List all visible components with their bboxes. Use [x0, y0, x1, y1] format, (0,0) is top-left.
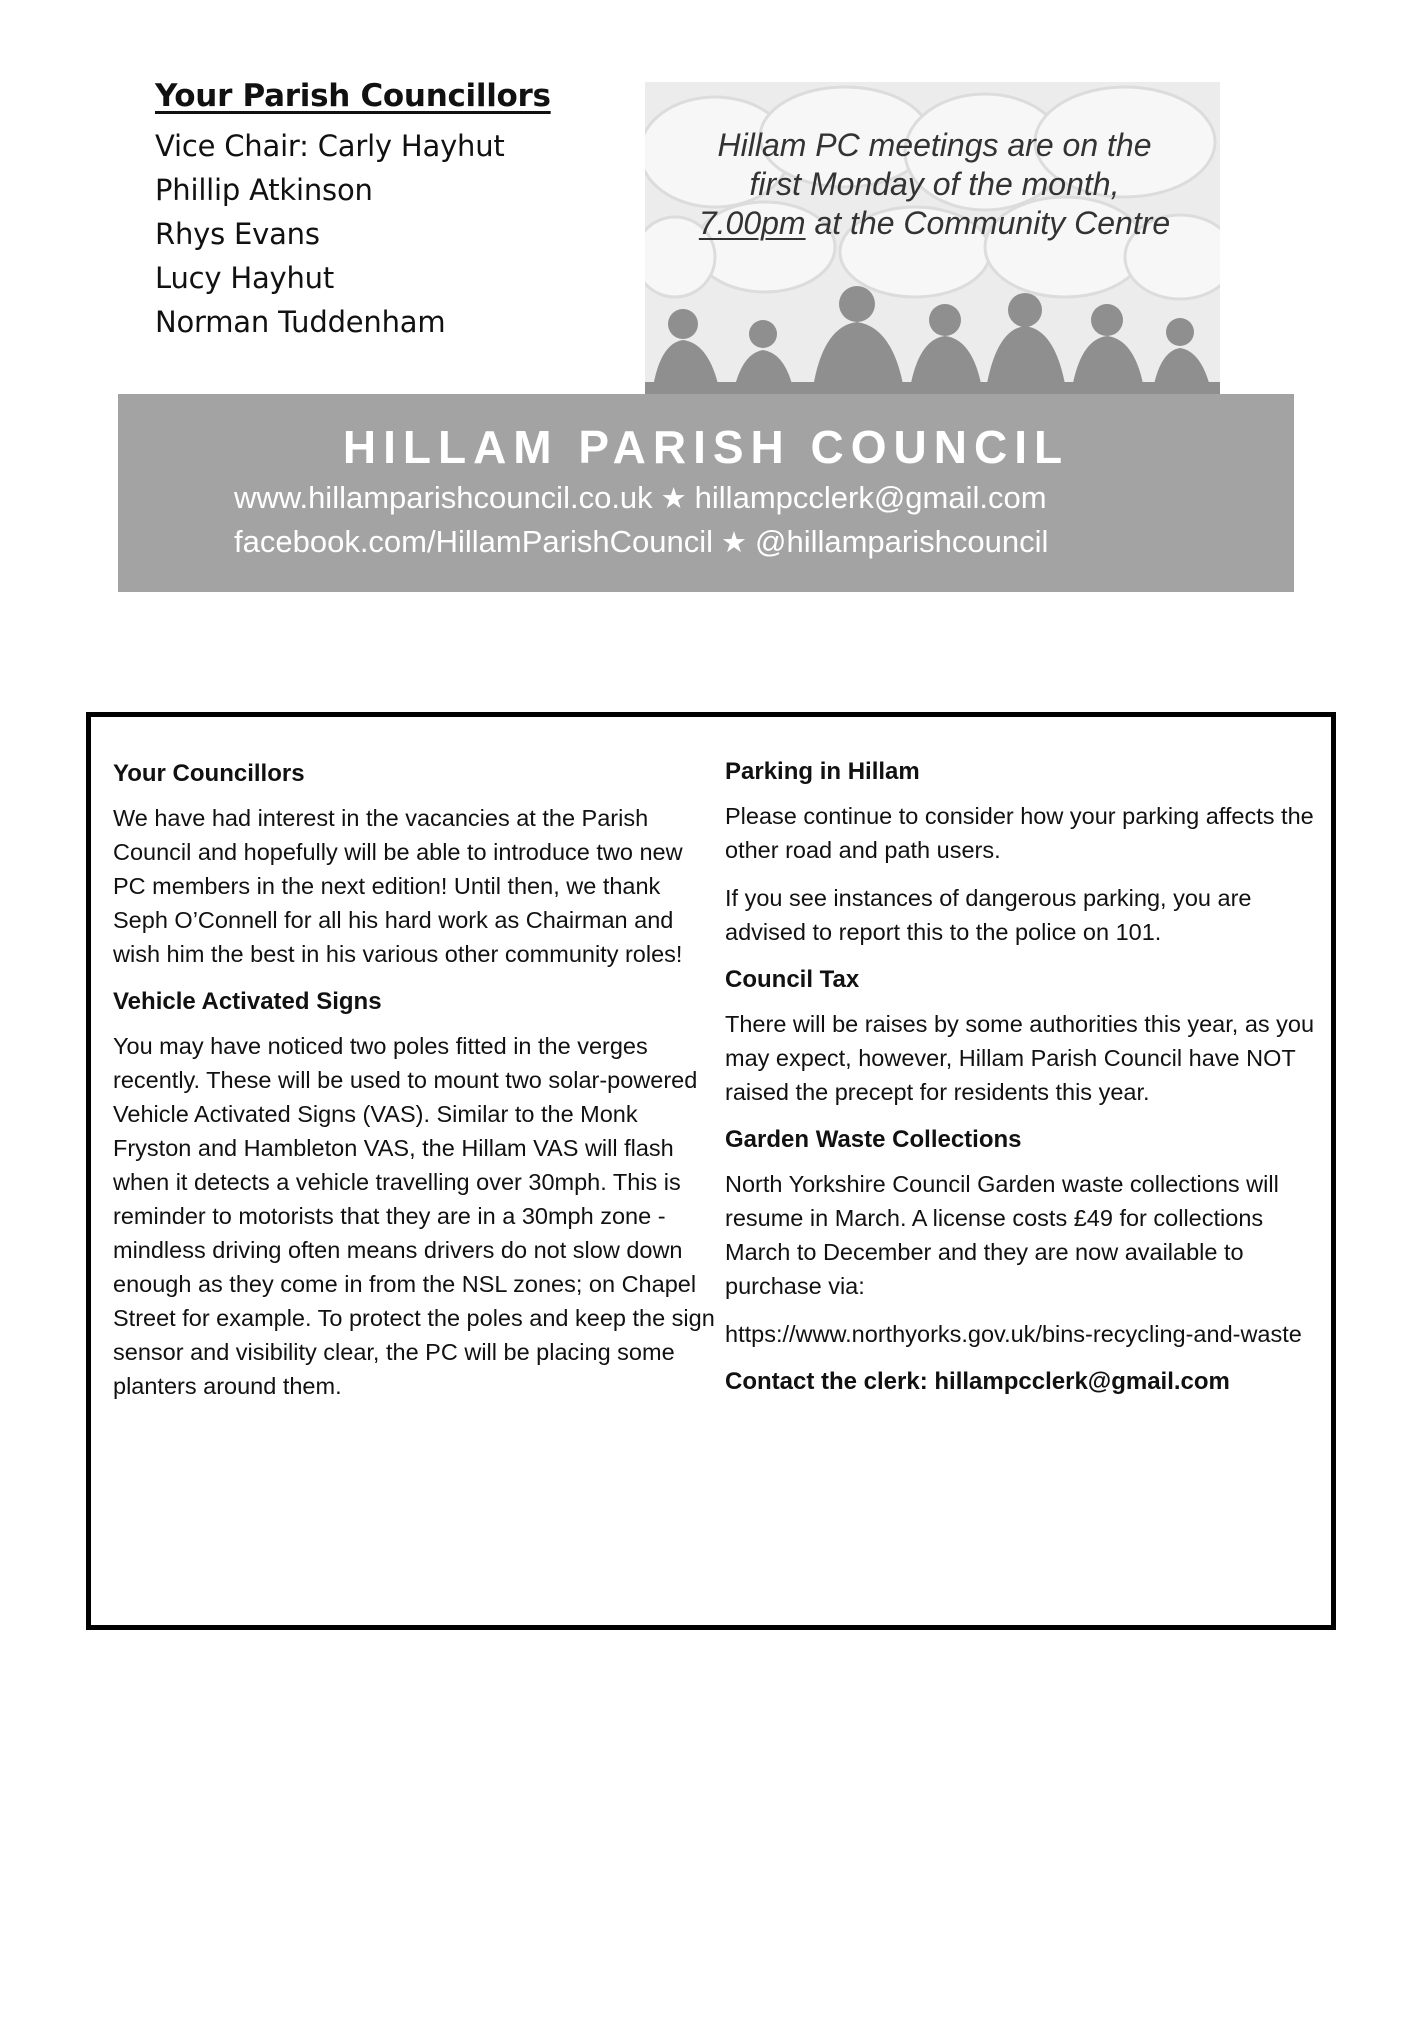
parish-council-banner [118, 394, 1294, 592]
section-body: We have had interest in the vacancies at the Parish Council and hopefully will be able to introduce two new PC members in the next edition! Until then, we thank Seph O’Connell for all his hard work as Chairman and wish him the best in his various other community roles! [113, 805, 683, 967]
section-body: You may have noticed two poles fitted in the verges recently. These will be used to mount two solar-powered Vehicle Activated Signs (VAS). Similar to the Monk Fryston and Hambleton VAS, the Hillam VAS will flash when it detects a vehicle travelling over 30mph. This is reminder to motorists that they are in a 30mph zone - mindless driving often means drivers do not slow down enough as they come in from the NSL zones; on Chapel Street for example. To protect the poles and keep the sign sensor and visibility clear, the PC will be placing some planters around them. [113, 1033, 715, 1399]
meeting-info [662, 126, 1207, 243]
councillor-name: Phillip Atkinson [155, 173, 373, 207]
meeting-line-1: Hillam PC meetings are on the [717, 127, 1152, 163]
section-body: There will be raises by some authorities this year, as you may expect, however, Hillam Parish Council have NOT raised the precept for residents this year. [725, 1011, 1315, 1105]
councillor-name: Norman Tuddenham [155, 305, 446, 339]
banner-contact-line-2 [234, 524, 1048, 560]
section-body: North Yorkshire Council Garden waste collections will resume in March. A license costs £49 for collections March to December and they are now available to purchase via: [725, 1171, 1279, 1299]
section-heading: Vehicle Activated Signs [113, 988, 382, 1015]
contact-clerk[interactable]: Contact the clerk: hillampcclerk@gmail.com [725, 1368, 1230, 1395]
councillors-heading: Your Parish Councillors [155, 78, 551, 114]
email-link[interactable]: hillampcclerk@gmail.com [694, 480, 1047, 515]
news-column-left [113, 757, 718, 1417]
facebook-link[interactable]: facebook.com/HillamParishCouncil [234, 524, 713, 559]
meeting-location: at the Community Centre [805, 205, 1171, 241]
section-body: If you see instances of dangerous parking, you are advised to report this to the police on 101. [725, 885, 1252, 945]
star-icon: ★ [720, 527, 747, 559]
councillor-name: Rhys Evans [155, 217, 320, 251]
garden-waste-link[interactable]: https://www.northyorks.gov.uk/bins-recycling-and-waste [725, 1321, 1302, 1347]
councillors-list [155, 78, 551, 344]
meeting-line-3 [662, 204, 1207, 243]
news-column-right [725, 755, 1315, 1413]
star-icon: ★ [660, 483, 687, 515]
banner-contact-line-1 [234, 480, 1047, 516]
news-box [86, 712, 1336, 1630]
banner-title: HILLAM PARISH COUNCIL [342, 421, 1070, 473]
section-heading: Your Councillors [113, 760, 305, 787]
councillor-name: Lucy Hayhut [155, 261, 335, 295]
section-heading: Council Tax [725, 966, 860, 993]
councillor-name: Vice Chair: Carly Hayhut [155, 129, 505, 163]
website-link[interactable]: www.hillamparishcouncil.co.uk [234, 480, 653, 515]
meeting-line-2: first Monday of the month, [749, 166, 1120, 202]
section-heading: Garden Waste Collections [725, 1126, 1022, 1153]
section-body: Please continue to consider how your parking affects the other road and path users. [725, 803, 1314, 863]
social-handle[interactable]: @hillamparishcouncil [754, 524, 1049, 559]
meeting-time: 7.00pm [698, 205, 806, 241]
section-heading: Parking in Hillam [725, 758, 920, 785]
